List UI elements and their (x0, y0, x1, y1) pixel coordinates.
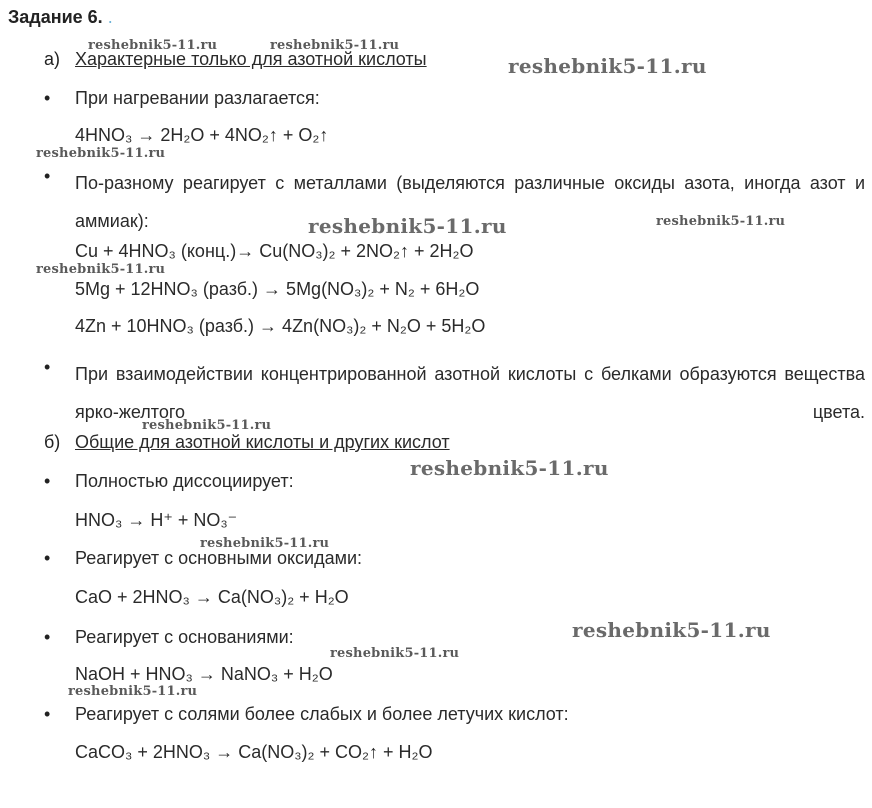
a-item-2-equation-3: 4Zn + 10HNO₃ (разб.) → 4Zn(NO₃)₂ + N₂O + 5H₂O (75, 316, 486, 336)
watermark: reshebnik5-11.ru (68, 684, 198, 699)
title-dot: . (107, 7, 113, 27)
bullet: • (44, 704, 51, 724)
watermark: reshebnik5-11.ru (142, 418, 272, 433)
watermark: reshebnik5-11.ru (36, 262, 166, 277)
title-text: Задание 6. (8, 7, 103, 27)
section-a-marker: а) (44, 49, 61, 69)
b-item-4-equation: CaCO₃ + 2HNO₃ → Ca(NO₃)₂ + CO₂↑ + H₂O (75, 742, 433, 762)
b-item-3-text: Реагирует с основаниями: (75, 627, 294, 647)
b-item-1-text: Полностью диссоциирует: (75, 471, 294, 491)
bullet: • (44, 357, 51, 377)
watermark: reshebnik5-11.ru (410, 456, 609, 480)
bullet: • (44, 166, 51, 186)
section-b-marker: б) (44, 432, 61, 452)
bullet: • (44, 627, 51, 647)
a-item-1-text: При нагревании разлагается: (75, 88, 320, 108)
b-item-1-equation: HNO₃ → H⁺ + NO₃⁻ (75, 510, 238, 530)
watermark: reshebnik5-11.ru (572, 618, 771, 642)
watermark: reshebnik5-11.ru (88, 38, 218, 53)
page-title (8, 7, 113, 28)
b-item-4-text: Реагирует с солями более слабых и более летучих кислот: (75, 704, 569, 724)
watermark: reshebnik5-11.ru (330, 646, 460, 661)
watermark: reshebnik5-11.ru (200, 536, 330, 551)
bullet: • (44, 88, 51, 108)
a-item-2-equation-2: 5Mg + 12HNO₃ (разб.) → 5Mg(NO₃)₂ + N₂ + 6H₂O (75, 279, 480, 299)
a-item-2-text: По-разному реагирует с металлами (выделяются различные оксиды азота, иногда азот и аммиак): (75, 173, 865, 231)
watermark: reshebnik5-11.ru (36, 146, 166, 161)
watermark: reshebnik5-11.ru (656, 214, 786, 229)
watermark: reshebnik5-11.ru (270, 38, 400, 53)
a-item-1-equation: 4HNO₃ → 2H₂O + 4NO₂↑ + O₂↑ (75, 125, 329, 145)
section-b-heading: Общие для азотной кислоты и других кислот (75, 432, 450, 452)
bullet: • (44, 548, 51, 568)
watermark: reshebnik5-11.ru (508, 54, 707, 78)
b-item-3-equation: NaOH + HNO₃ → NaNO₃ + H₂O (75, 664, 333, 684)
a-item-2-equation-1: Cu + 4HNO₃ (конц.)→ Cu(NO₃)₂ + 2NO₂↑ + 2H₂O (75, 241, 474, 261)
section-a-heading: Характерные только для азотной кислоты (75, 49, 427, 69)
b-item-2-text: Реагирует с основными оксидами: (75, 548, 363, 568)
bullet: • (44, 471, 51, 491)
b-item-2-equation: CaO + 2HNO₃ → Ca(NO₃)₂ + H₂O (75, 587, 349, 607)
watermark: reshebnik5-11.ru (308, 214, 507, 238)
a-item-3-text: При взаимодействии концентрированной азотной кислоты с белками образуются вещества ярко-желтого цвета. (75, 364, 865, 422)
